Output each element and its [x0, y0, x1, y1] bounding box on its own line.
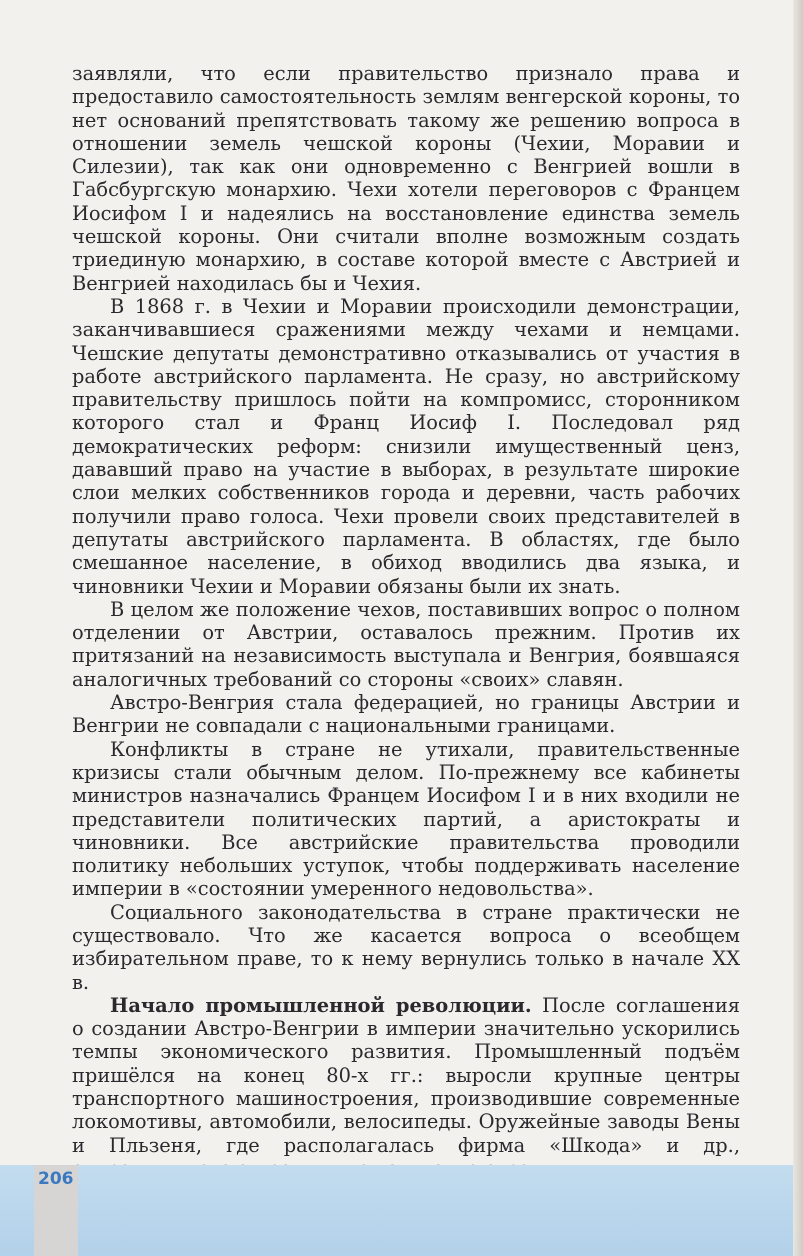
paragraph-2: В 1868 г. в Чехии и Моравии происходили демонстрации, заканчивавшиеся сражениями между чехами и немцами. Чешские депутаты демонстративно отказывались от участия в работе австрийского парламента. Не сразу, но австрийскому правительству пришлось пойти на компромисс, сторонником которого стал и Франц Иосиф I. Последовал ряд демократических реформ: снизили имущественный ценз, дававший право на участие в выборах, в результате широкие слои мелких собственников города и деревни, часть рабочих получили право голоса. Чехи провели своих представителей в депутаты австрийского парламента. В областях, где было смешанное население, в обиход вводились два языка, и чиновники Чехии и Моравии обязаны были их знать. — [72, 294, 740, 598]
footer-band — [0, 1165, 793, 1256]
page-edge — [793, 0, 803, 1256]
paragraph-7 — [72, 994, 740, 1180]
page-number: 206 — [38, 1169, 74, 1189]
paragraph-5: Конфликты в стране не утихали, правительственные кризисы стали обычным делом. По-прежнему все кабинеты министров назначались Францем Иосифом I и в них входили не представители политических партий, а аристократы и чиновники. Все австрийские правительства проводили политику небольших уступок, чтобы поддерживать население империи в «состоянии умеренного недовольства». — [72, 737, 740, 901]
paragraph-7-text: После соглашения о создании Австро-Венгрии в империи значительно ускорились темпы экономического развития. Промышленный подъём пришёлся на конец 80-х гг.: выросли крупные центры транспортного машиностроения, производившие современные локомотивы, автомобили, велосипеды. Оружейные заводы Вены и Пльзеня, где располагалась фирма «Шкода» и др., — [72, 993, 740, 1157]
section-heading: Начало промышленной революции. — [110, 993, 532, 1017]
paragraph-3: В целом же положение чехов, поставивших вопрос о полном отделении от Австрии, оставалось прежним. Против их притязаний на независимость выступала и Венгрия, боявшаяся аналогичных требований со стороны «своих» славян. — [72, 597, 740, 691]
paragraph-6: Социального законодательства в стране практически не существовало. Что же касается вопроса о всеобщем избирательном праве, то к нему вернулись только в начале XX в. — [72, 900, 740, 994]
paragraph-1: заявляли, что если правительство признало права и предоставило самостоятельность землям венгерской короны, то нет оснований препятствовать такому же решению вопроса в отношении земель чешской короны (Чехии, Моравии и Силезии), так как они одновременно с Венгрией вошли в Габсбургскую монархию. Чехи хотели переговоров с Францем Иосифом I и надеялись на восстановление единства земель чешской короны. Они считали вполне возможным создать триединую монархию, в составе которой вместе с Австрией и Венгрией находилась бы и Чехия. — [72, 62, 740, 295]
main-text — [72, 62, 740, 1180]
paragraph-4: Австро-Венгрия стала федерацией, но границы Австрии и Венгрии не совпадали с национальными границами. — [72, 691, 740, 738]
